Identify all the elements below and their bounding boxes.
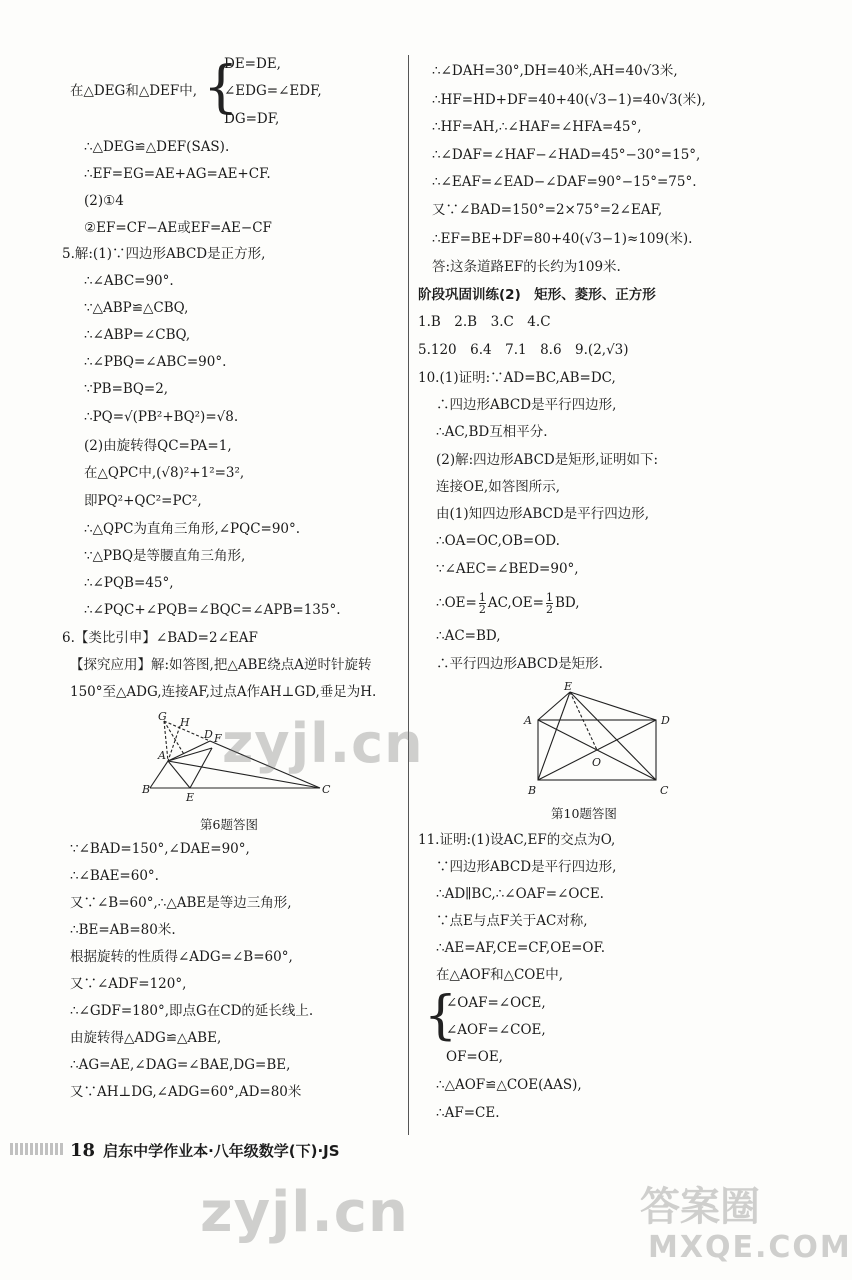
line: ∴∠GDF=180°,即点G在CD的延长线上.	[70, 1003, 314, 1019]
text: AC,OE=	[487, 595, 544, 611]
figure-10-caption: 第10题答图	[551, 806, 617, 821]
line: ∴AF=CE.	[436, 1105, 500, 1121]
line: DE=DE,	[224, 56, 281, 72]
line: ∴平行四边形ABCD是矩形.	[436, 656, 603, 672]
line: ∴EF=BE+DF=80+40(√3−1)≈109(米).	[432, 231, 693, 247]
line: ∴∠PBQ=∠ABC=90°.	[84, 354, 227, 370]
brace-icon: {	[203, 55, 239, 120]
line: ∴AC,BD互相平分.	[436, 424, 548, 440]
line: ∴∠BAE=60°.	[70, 868, 159, 884]
segment-ec	[570, 692, 656, 780]
line-fraction	[436, 592, 580, 615]
line: ∴∠DAF=∠HAF−∠HAD=45°−30°=15°,	[432, 147, 701, 163]
label-a: A	[524, 714, 532, 727]
segment-ae	[168, 761, 190, 788]
line: ∴四边形ABCD是平行四边形,	[436, 397, 617, 413]
line: ∴AG=AE,∠DAG=∠BAE,DG=BE,	[70, 1057, 291, 1073]
watermark-logo	[640, 1175, 852, 1275]
line: ∴∠ABP=∠CBQ,	[84, 327, 191, 343]
label-c: C	[660, 784, 669, 797]
label-f: F	[214, 732, 222, 745]
logo-text: 答案圈	[640, 1184, 760, 1230]
line: ∴EF=EG=AE+AG=AE+CF.	[84, 166, 271, 182]
line: ∵△ABP≌△CBQ,	[84, 300, 189, 316]
fraction-half	[546, 592, 553, 615]
line: (2)由旋转得QC=PA=1,	[84, 438, 232, 454]
page-footer	[10, 1140, 340, 1161]
book-title: 启东中学作业本·八年级数学(下)·JS	[103, 1142, 340, 1160]
line: ∵点E与点F关于AC对称,	[436, 913, 588, 929]
text: BD,	[554, 595, 580, 611]
line: ∴△DEG≌△DEF(SAS).	[84, 139, 230, 155]
line: 【探究应用】解:如答图,把△ABE绕点A逆时针旋转	[70, 657, 372, 673]
line: DG=DF,	[224, 111, 280, 127]
label-e: E	[186, 791, 195, 804]
line: 由旋转得△ADG≌△ABE,	[70, 1030, 222, 1046]
label-g: G	[158, 710, 167, 723]
line: 由(1)知四边形ABCD是平行四边形,	[436, 506, 649, 522]
line: 在△QPC中,(√8)²+1²=3²,	[84, 465, 245, 481]
brace-icon: {	[424, 986, 458, 1046]
section-heading: 阶段巩固训练(2) 矩形、菱形、正方形	[418, 287, 656, 303]
line: ②EF=CF−AE或EF=AE−CF	[84, 220, 272, 236]
label-d: D	[204, 728, 213, 741]
line: 150°至△ADG,连接AF,过点A作AH⊥GD,垂足为H.	[70, 684, 377, 700]
line: OF=OE,	[446, 1049, 503, 1065]
line: 连接OE,如答图所示,	[436, 479, 561, 495]
line: ∵PB=BQ=2,	[84, 381, 169, 397]
line: ∴HF=HD+DF=40+40(√3−1)=40√3(米),	[432, 92, 706, 108]
column-divider	[408, 55, 409, 1135]
line: ∵四边形ABCD是平行四边形,	[436, 859, 617, 875]
figure-6-caption: 第6题答图	[200, 817, 258, 832]
label-b: B	[142, 783, 151, 796]
segment-ba	[150, 761, 168, 788]
line: ∴∠PQC+∠PQB=∠BQC=∠APB=135°.	[84, 602, 341, 618]
line: ∴△AOF≌△COE(AAS),	[436, 1077, 582, 1093]
label-a: A	[158, 749, 166, 762]
segment-ed	[570, 692, 656, 720]
line: 又∵∠B=60°,∴△ABE是等边三角形,	[70, 895, 292, 911]
line: ∴OA=OC,OB=OD.	[436, 533, 560, 549]
label-e: E	[564, 680, 573, 693]
line: 即PQ²+QC²=PC²,	[84, 493, 202, 509]
line: (2)解:四边形ABCD是矩形,证明如下:	[436, 452, 659, 468]
watermark-bottom: zyjl.cn	[200, 1180, 409, 1245]
denominator: 2	[478, 603, 486, 616]
line: ∴AD∥BC,∴∠OAF=∠OCE.	[436, 886, 604, 902]
line: ∴∠ABC=90°.	[84, 273, 174, 289]
line: ∵△PBQ是等腰直角三角形,	[84, 548, 246, 564]
line: 在△AOF和△COE中,	[436, 967, 563, 983]
label-d: D	[661, 714, 670, 727]
line: 在△DEG和△DEF中,	[70, 83, 198, 99]
line: 答:这条道路EF的长约为109米.	[432, 259, 621, 275]
line: ∴∠PQB=45°,	[84, 575, 174, 591]
label-o: O	[592, 756, 602, 769]
figure-10	[518, 680, 678, 798]
line: 11.证明:(1)设AC,EF的交点为O,	[418, 832, 616, 848]
line: (2)①4	[84, 193, 124, 209]
line: 又∵AH⊥DG,∠ADG=60°,AD=80米	[70, 1084, 302, 1100]
line: 根据旋转的性质得∠ADG=∠B=60°,	[70, 949, 293, 965]
line: ∠AOF=∠COE,	[446, 1022, 546, 1038]
line: ∠OAF=∠OCE,	[446, 995, 546, 1011]
line: ∴AE=AF,CE=CF,OE=OF.	[436, 940, 606, 956]
segment-eo	[570, 692, 597, 750]
label-h: H	[180, 716, 190, 729]
watermark-mid: zyjl.cn	[222, 712, 424, 775]
line: 5.120 6.4 7.1 8.6 9.(2,√3)	[418, 342, 629, 358]
logo-url: MXQE.COM	[648, 1230, 852, 1265]
fraction-half	[479, 592, 486, 615]
page-number: 18	[70, 1140, 96, 1161]
line: 又∵∠BAD=150°=2×75°=2∠EAF,	[432, 202, 663, 218]
line: ∠EDG=∠EDF,	[224, 83, 322, 99]
line: ∴∠EAF=∠EAD−∠DAF=90°−15°=75°.	[432, 174, 697, 190]
numerator: 1	[545, 591, 553, 604]
label-c: C	[322, 783, 331, 796]
line: 6.【类比引申】∠BAD=2∠EAF	[62, 630, 258, 646]
line: ∴AC=BD,	[436, 628, 501, 644]
label-b: B	[528, 784, 537, 797]
line: 又∵∠ADF=120°,	[70, 976, 187, 992]
line: ∴△QPC为直角三角形,∠PQC=90°.	[84, 521, 301, 537]
line: ∵∠BAD=150°,∠DAE=90°,	[70, 841, 250, 857]
denominator: 2	[545, 603, 553, 616]
line: 1.B 2.B 3.C 4.C	[418, 314, 551, 330]
line: ∴HF=AH,∴∠HAF=∠HFA=45°,	[432, 119, 642, 135]
numerator: 1	[478, 591, 486, 604]
segment-eb	[538, 692, 570, 780]
line: ∵∠AEC=∠BED=90°,	[436, 561, 579, 577]
line: ∴BE=AB=80米.	[70, 922, 176, 938]
line: 10.(1)证明:∵AD=BC,AB=DC,	[418, 370, 616, 386]
line: 5.解:(1)∵四边形ABCD是正方形,	[62, 246, 266, 262]
line: ∴PQ=√(PB²+BQ²)=√8.	[84, 409, 239, 425]
text: ∴OE=	[436, 595, 477, 611]
line: ∴∠DAH=30°,DH=40米,AH=40√3米,	[432, 63, 678, 79]
